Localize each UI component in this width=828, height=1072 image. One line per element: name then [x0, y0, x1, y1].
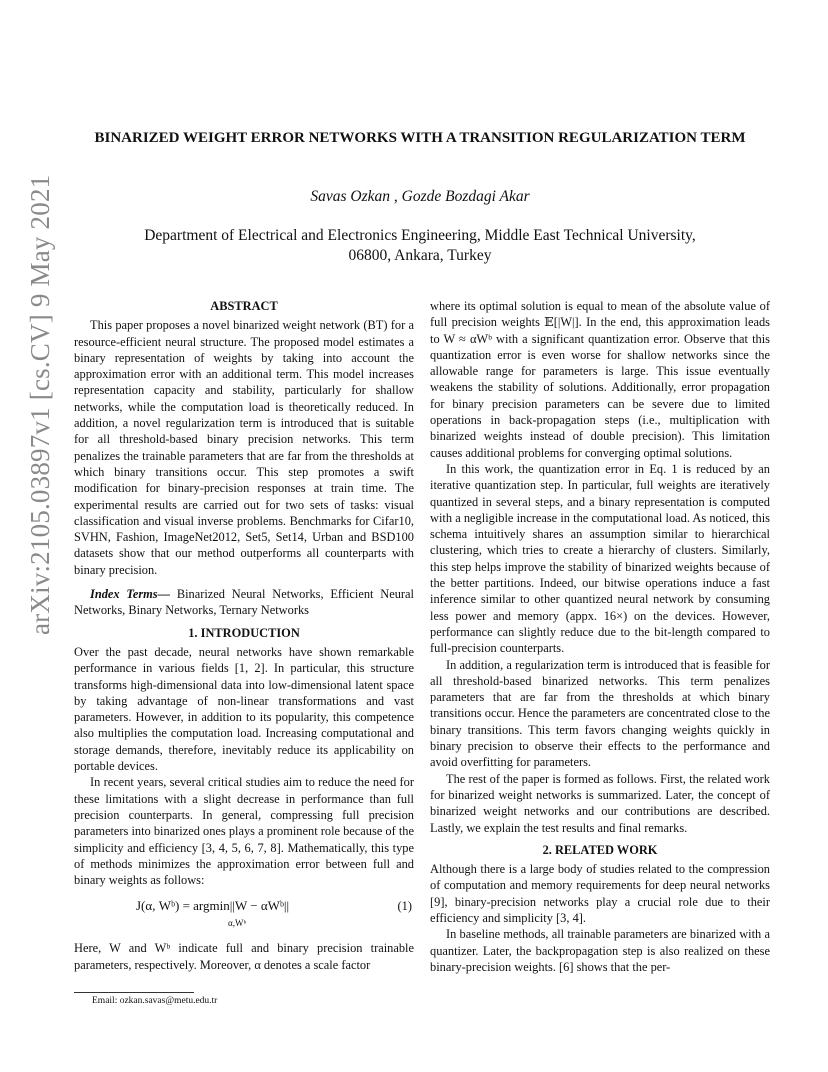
right-paragraph-3: In addition, a regularization term is introduced that is feasible for all threshold-based binarized networks. This term penalizes parameters that are far from the thresholds at which binary transitions occur. Hence the parameters are concentrated close to the binary transitions. This term favors changing weights quickly in binary precision to observe their effects to the performance and avoid overfitting for parameters.: [430, 657, 770, 770]
left-column: [74, 298, 414, 973]
affiliation: [110, 226, 730, 266]
authors: Savas Ozkan , Gozde Bozdagi Akar: [310, 188, 530, 205]
right-paragraph-2: In this work, the quantization error in Eq. 1 is reduced by an iterative quantization step. In particular, full weights are iteratively quantized in several steps, and a binary representation is computed with a negligible increase in the computational load. As noticed, this schema intuitively shares an assumption similar to hierarchical clustering, which tries to create a hierarchy of clusters. Similarly, this step helps improve the stability of binarized weights because of the better partitions. Indeed, our bitwise operations induce a fast inference similar to other quantized neural network by consuming less power and memory (appx. 16×) on the devices. However, performance can slightly reduce due to the bit-length compared to full-precision counterparts.: [430, 461, 770, 656]
index-terms-text: Binarized Neural Networks, Efficient Neural Networks, Binary Networks, Ternary Networks: [74, 587, 414, 618]
equation-subscript: α,Wᵇ: [228, 918, 247, 929]
index-terms: [74, 586, 414, 619]
arxiv-identifier: arXiv:2105.03897v1 [cs.CV] 9 May 2021: [25, 174, 55, 635]
index-terms-label: Index Terms—: [90, 587, 171, 602]
intro-paragraph-3: Here, W and Wᵇ indicate full and binary precision trainable parameters, respectively. Moreover, α denotes a scale factor: [74, 941, 414, 972]
right-column: [430, 298, 770, 975]
footnote-rule: [74, 992, 194, 993]
introduction-heading: 1. INTRODUCTION: [188, 625, 300, 640]
affiliation-line-1: Department of Electrical and Electronics Engineering, Middle East Technical University,: [144, 227, 696, 244]
paper-title: BINARIZED WEIGHT ERROR NETWORKS WITH A TRANSITION REGULARIZATION TERM: [94, 130, 746, 146]
right-paragraph-1: where its optimal solution is equal to mean of the absolute value of full precision weights 𝔼[|W|]. In the end, this approximation leads to W ≈ αWᵇ with a significant quantization error. Observe that this quantization error is even worse for shallow networks since the allowable range for parameters is large. This issue eventually weakens the stability of solutions. Additionally, error propagation for binary precision parameters can be severe due to limited operations in back-propagation steps (i.e., multiplication with binarized weights instead of double precision). This limitation causes additional problems for converging optimal solutions.: [430, 299, 770, 460]
related-work-heading: 2. RELATED WORK: [542, 842, 658, 857]
intro-paragraph-2: In recent years, several critical studies aim to reduce the need for these limitations with a slight decrease in performance than full precision counterparts. In general, compressing full precision parameters into binarized ones plays a prominent role because of the simplicity and efficiency [3, 4, 5, 6, 7, 8]. Mathematically, this type of methods minimizes the approximation error between full and binary weights as follows:: [74, 775, 414, 888]
related-paragraph-1: Although there is a large body of studies related to the compression of computation and memory requirements for deep neural networks [9], binary-precision networks play a crucial role due to their efficiency and simplicity [3, 4].: [430, 862, 770, 925]
abstract-text: This paper proposes a novel binarized weight network (BT) for a resource-efficient neural structure. The proposed model estimates a binary representation of weights by taking into account the approximation error with an additional term. This model increases representation capacity and stability, particularly for shallow networks, while the computation load is theoretically reduced. In addition, a novel regularization term is introduced that is suitable for all threshold-based binary precision networks. This term penalizes the trainable parameters that are far from the thresholds at which binary transitions occur. This step promotes a swift modification for binary-precision responses at train time. The experimental results are carried out for two sets of tasks: visual classification and visual inverse problems. Benchmarks for Cifar10, SVHN, Fashion, ImageNet2012, Set5, Set14, Urban and BSD100 datasets show that our method outperforms all counterparts with binary precision.: [74, 318, 414, 577]
equation-number: (1): [397, 899, 412, 914]
right-paragraph-4: The rest of the paper is formed as follows. First, the related work for binarized weight networks is summarized. Later, the concept of binarized weight networks and our contributions are described. Lastly, we explain the test results and final remarks.: [430, 771, 770, 835]
abstract-heading: ABSTRACT: [210, 299, 278, 313]
equation-1: [74, 896, 414, 930]
related-paragraph-2: In baseline methods, all trainable parameters are binarized with a quantizer. Later, the backpropagation step is also realized on these binary-precision weights. [6] shows that the per-: [430, 927, 770, 974]
affiliation-line-2: 06800, Ankara, Turkey: [348, 247, 492, 264]
equation-body: J(α, Wᵇ) = argmin||W − αWᵇ||: [136, 898, 290, 914]
footnote-email: Email: ozkan.savas@metu.edu.tr: [92, 996, 218, 1006]
intro-paragraph-1: Over the past decade, neural networks have shown remarkable performance in various fields [1, 2]. In particular, this structure transforms high-dimensional data into low-dimensional latent space by taking advantage of non-linear transformations and vast parameters. However, in addition to its popularity, this competence also multiplies the computation load. Increasing computational and storage demands, therefore, inevitably reduce its applicability on portable devices.: [74, 644, 414, 774]
